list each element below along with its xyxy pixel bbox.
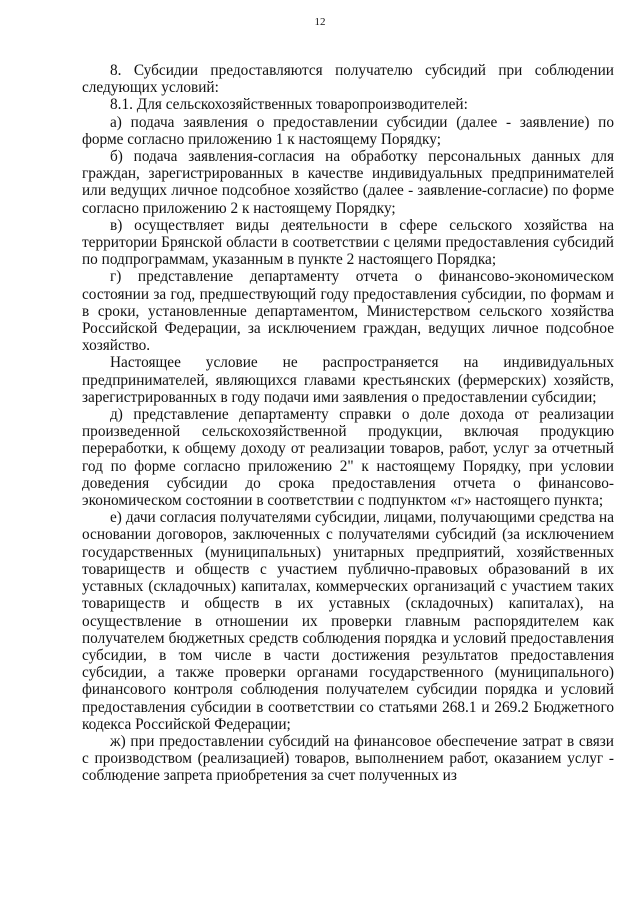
paragraph-b: б) подача заявления-согласия на обработку персональных данных для граждан, зарегистрированных в качестве индивидуальных предпринимателей или ведущих личное подсобное хозяйство (далее - заявление-согласие) по форме согласно приложению 2 к настоящему Порядку; — [82, 148, 614, 217]
paragraph-zh: ж) при предоставлении субсидий на финансовое обеспечение затрат в связи с производством (реализацией) товаров, выполнением работ, оказанием услуг - соблюдение запрета приобретения за счет полученных из — [82, 732, 614, 785]
paragraph-e: е) дачи согласия получателями субсидии, лицами, получающими средства на основании договоров, заключенных с получателями субсидий (за исключением государственных (муниципальных) унитарных предприятий, хозяйственных товариществ и обществ с участием публично-правовых образований в их уставных (складочных) капиталах, коммерческих организаций с участием таких товариществ и обществ в их уставных (складочных) капиталах), на осуществление в отношении их проверки главным распорядителем как получателем бюджетных средств соблюдения порядка и условий предоставления субсидии, в том числе в части достижения результатов предоставления субсидии, а также проверки органами государственного (муниципального) финансового контроля соблюдения получателем субсидии порядка и условий предоставления субсидии в соответствии со статьями 268.1 и 269.2 Бюджетного кодекса Российской Федерации; — [82, 509, 614, 733]
paragraph-a: а) подача заявления о предоставлении субсидии (далее - заявление) по форме согласно приложению 1 к настоящему Порядку; — [82, 113, 614, 148]
paragraph-g: г) представление департаменту отчета о финансово-экономическом состоянии за год, предшествующий году предоставления субсидии, по формам и в сроки, установленные департаментом, Министерством сельского хозяйства Российской Федерации, за исключением граждан, ведущих личное подсобное хозяйство. — [82, 268, 614, 355]
paragraph-8: 8. Субсидии предоставляются получателю субсидий при соблюдении следующих условий: — [82, 62, 614, 97]
paragraph-g-note: Настоящее условие не распространяется на индивидуальных предпринимателей, являющихся главами крестьянских (фермерских) хозяйств, зарегистрированных в году подачи ими заявления о предоставлении субсидии; — [82, 354, 614, 406]
paragraph-d: д) представление департаменту справки о доле дохода от реализации произведенной сельскохозяйственной продукции, включая продукцию переработки, к общему доходу от реализации товаров, работ, услуг за отчетный год по форме согласно приложению 2" к настоящему Порядку, при условии доведения субсидии до срока предоставления отчета о финансово-экономическом состоянии в соответствии с подпунктом «г» настоящего пункта; — [82, 406, 614, 510]
page-number: 12 — [314, 16, 326, 28]
paragraph-v: в) осуществляет виды деятельности в сфере сельского хозяйства на территории Брянской области в соответствии с целями предоставления субсидий по подпрограммам, указанным в пункте 2 настоящего Порядка; — [82, 216, 614, 269]
paragraph-8-1: 8.1. Для сельскохозяйственных товаропроизводителей: — [110, 96, 468, 114]
document-body — [82, 62, 614, 785]
